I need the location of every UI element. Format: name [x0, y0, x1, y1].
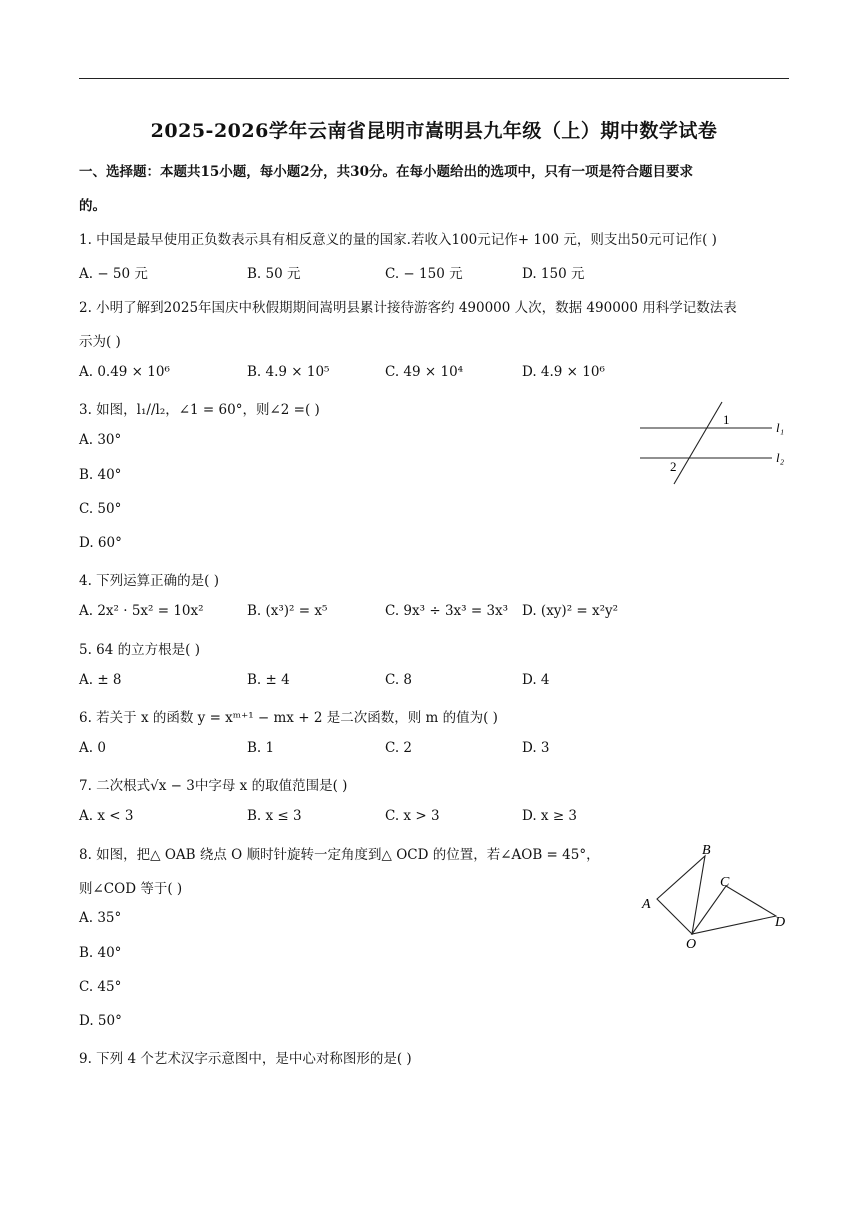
question-1-stem: 1. 中国是最早使用正负数表示具有相反意义的量的国家.若收入100元记作+ 100 元，则支出50元可记作( ): [79, 232, 717, 248]
question-3-option-b: B. 40°: [79, 467, 122, 483]
point-c-label: C: [720, 875, 730, 890]
question-4-stem: 4. 下列运算正确的是( ): [79, 573, 219, 589]
question-2-option-b: B. 4.9 × 10⁵: [247, 364, 330, 380]
question-8-stem-cont: 则∠COD 等于( ): [79, 881, 183, 897]
top-rule: [79, 78, 789, 79]
line-l1-label: l₁: [776, 420, 785, 435]
question-1-option-a: A. − 50 元: [79, 266, 148, 282]
question-2-option-a: A. 0.49 × 10⁶: [79, 364, 170, 380]
question-7-option-d: D. x ≥ 3: [522, 808, 578, 824]
question-6-option-c: C. 2: [385, 740, 413, 756]
section-heading: 一、选择题：本题共15小题，每小题2分，共30分。在每小题给出的选项中，只有一项是符合题目要求: [79, 164, 693, 180]
question-8-option-a: A. 35°: [79, 910, 122, 926]
question-5-option-a: A. ± 8: [79, 672, 122, 688]
question-4-option-a: A. 2x² · 5x² = 10x²: [79, 603, 204, 619]
question-3-stem: 3. 如图，l₁//l₂，∠1 = 60°，则∠2 =( ): [79, 402, 320, 418]
question-7-stem: 7. 二次根式√x − 3中字母 x 的取值范围是( ): [79, 778, 348, 794]
question-2-stem-cont: 示为( ): [79, 334, 121, 350]
question-8-stem: 8. 如图，把△ OAB 绕点 O 顺时针旋转一定角度到△ OCD 的位置，若∠AOB = 45°，: [79, 847, 600, 863]
question-5-stem: 5. 64 的立方根是( ): [79, 642, 200, 658]
question-9-stem: 9. 下列 4 个艺术汉字示意图中，是中心对称图形的是( ): [79, 1051, 412, 1067]
question-8-option-c: C. 45°: [79, 979, 122, 995]
question-7-option-a: A. x < 3: [79, 808, 134, 824]
question-2-option-c: C. 49 × 10⁴: [385, 364, 464, 380]
question-6-option-d: D. 3: [522, 740, 550, 756]
question-1-option-d: D. 150 元: [522, 266, 585, 282]
question-5-option-d: D. 4: [522, 672, 550, 688]
triangle-oab: [657, 856, 705, 934]
point-o-label: O: [686, 937, 697, 952]
point-d-label: D: [775, 915, 786, 930]
section-heading-cont: 的。: [79, 198, 106, 214]
question-1-option-c: C. − 150 元: [385, 266, 463, 282]
question-2-stem: 2. 小明了解到2025年国庆中秋假期期间嵩明县累计接待游客约 490000 人次，数据 490000 用科学记数法表: [79, 300, 737, 316]
question-5-option-c: C. 8: [385, 672, 413, 688]
point-b-label: B: [702, 843, 711, 858]
point-a-label: A: [642, 897, 651, 912]
triangle-ocd: [692, 886, 776, 934]
question-4-option-c: C. 9x³ ÷ 3x³ = 3x³: [385, 603, 509, 619]
question-3-option-a: A. 30°: [79, 432, 122, 448]
question-7-option-b: B. x ≤ 3: [247, 808, 302, 824]
question-6-option-b: B. 1: [247, 740, 275, 756]
rotation-figure: [632, 836, 796, 952]
question-4-option-b: B. (x³)² = x⁵: [247, 603, 328, 619]
question-7-option-c: C. x > 3: [385, 808, 440, 824]
question-6-option-a: A. 0: [79, 740, 106, 756]
question-8-option-b: B. 40°: [79, 945, 122, 961]
question-8-option-d: D. 50°: [79, 1013, 122, 1029]
angle-1-label: 1: [723, 412, 730, 427]
question-5-option-b: B. ± 4: [247, 672, 290, 688]
transversal-line: [674, 402, 722, 484]
page-title: 2025-2026学年云南省昆明市嵩明县九年级（上）期中数学试卷: [150, 120, 718, 142]
line-l2-label: l₂: [776, 450, 785, 465]
question-2-option-d: D. 4.9 × 10⁶: [522, 364, 605, 380]
question-1-option-b: B. 50 元: [247, 266, 301, 282]
parallel-lines-figure: [630, 396, 800, 492]
question-3-option-c: C. 50°: [79, 501, 122, 517]
question-6-stem: 6. 若关于 x 的函数 y = xᵐ⁺¹ − mx + 2 是二次函数，则 m 的值为( ): [79, 710, 498, 726]
question-3-option-d: D. 60°: [79, 535, 122, 551]
question-4-option-d: D. (xy)² = x²y²: [522, 603, 619, 619]
angle-2-label: 2: [670, 459, 677, 474]
